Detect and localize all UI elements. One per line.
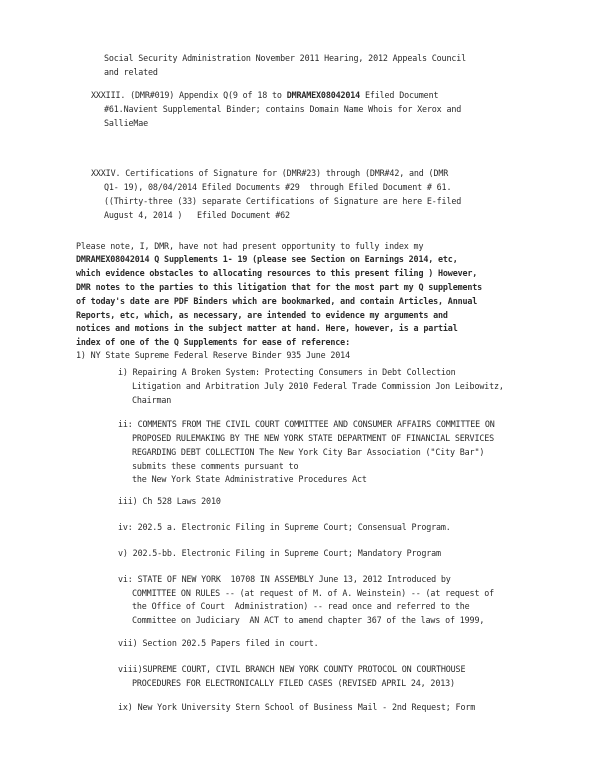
sub-item-iv: iv: 202.5 a. Electronic Filing in Supreme Court; Consensual Program. [118,522,451,532]
text-line: ((Thirty-three (33) separate Certifications of Signature are here E-filed [104,196,462,206]
bold-reference: DMRAMEX08042014 [286,90,361,100]
text-line: COMMITTEE ON RULES -- (at request of M. of A. Weinstein) -- (at request of [132,588,495,598]
list-item-xxxiii [91,90,438,101]
text-line: index of one of the Q Supplements for ease of reference: [76,337,350,347]
text-line: Committee on Judiciary AN ACT to amend chapter 367 of the laws of 1999, [132,615,485,625]
text-span: Efiled Document [360,90,439,100]
list-item-1: 1) NY State Supreme Federal Reserve Binder 935 June 2014 [76,350,350,360]
sub-item-i: i) Repairing A Broken System: Protecting Consumers in Debt Collection [118,367,456,377]
text-line: PROPOSED RULEMAKING BY THE NEW YORK STATE DEPARTMENT OF FINANCIAL SERVICES [132,433,495,443]
text-line: the New York State Administrative Procedures Act [132,474,367,484]
sub-item-ii: ii: COMMENTS FROM THE CIVIL COURT COMMITTEE AND CONSUMER AFFAIRS COMMITTEE ON [118,419,495,429]
text-line: submits these comments pursuant to [132,461,299,471]
text-line: PROCEDURES FOR ELECTRONICALLY FILED CASES (REVISED APRIL 24, 2013) [132,678,455,688]
text-span: XXXIII. (DMR#019) Appendix Q(9 of 18 to [91,90,287,100]
text-line: #61.Navient Supplemental Binder; contains Domain Name Whois for Xerox and [104,104,462,114]
text-line: Litigation and Arbitration July 2010 Federal Trade Commission Jon Leibowitz, [132,381,504,391]
text-line: REGARDING DEBT COLLECTION The New York City Bar Association ("City Bar") [132,447,485,457]
list-item-xxxiv: XXXIV. Certifications of Signature for (DMR#23) through (DMR#42, and (DMR [91,168,449,178]
sub-item-vi: vi: STATE OF NEW YORK 10708 IN ASSEMBLY June 13, 2012 Introduced by [118,574,451,584]
text-line: DMR notes to the parties to this litigation that for the most part my Q supplements [76,282,483,292]
text-line: Reports, etc, which, as necessary, are intended to evidence my arguments and [76,310,448,320]
text-line: SallieMae [104,118,149,128]
sub-item-viii: viii)SUPREME COURT, CIVIL BRANCH NEW YORK COUNTY PROTOCOL ON COURTHOUSE [118,664,466,674]
text-line: notices and motions in the subject matter at hand. Here, however, is a partial [76,323,458,333]
sub-item-vii: vii) Section 202.5 Papers filed in court. [118,638,319,648]
sub-item-v: v) 202.5-bb. Electronic Filing in Supreme Court; Mandatory Program [118,548,441,558]
text-line: DMRAMEX08042014 Q Supplements 1- 19 (please see Section on Earnings 2014, etc, [76,254,458,264]
text-line: which evidence obstacles to allocating resources to this present filing ) However, [76,268,478,278]
text-line: and related [104,67,158,77]
text-line: Social Security Administration November 2011 Hearing, 2012 Appeals Council [104,53,467,63]
text-line: Q1- 19), 08/04/2014 Efiled Documents #29 through Efiled Document # 61. [104,182,452,192]
sub-item-iii: iii) Ch 528 Laws 2010 [118,496,221,506]
text-line: Chairman [132,395,172,405]
text-line: of today's date are PDF Binders which are bookmarked, and contain Articles, Annual [76,296,478,306]
text-line: August 4, 2014 ) Efiled Document #62 [104,210,290,220]
text-line: the Office of Court Administration) -- read once and referred to the [132,601,470,611]
text-line: Please note, I, DMR, have not had present opportunity to fully index my [76,241,424,251]
sub-item-ix: ix) New York University Stern School of Business Mail - 2nd Request; Form [118,702,476,712]
